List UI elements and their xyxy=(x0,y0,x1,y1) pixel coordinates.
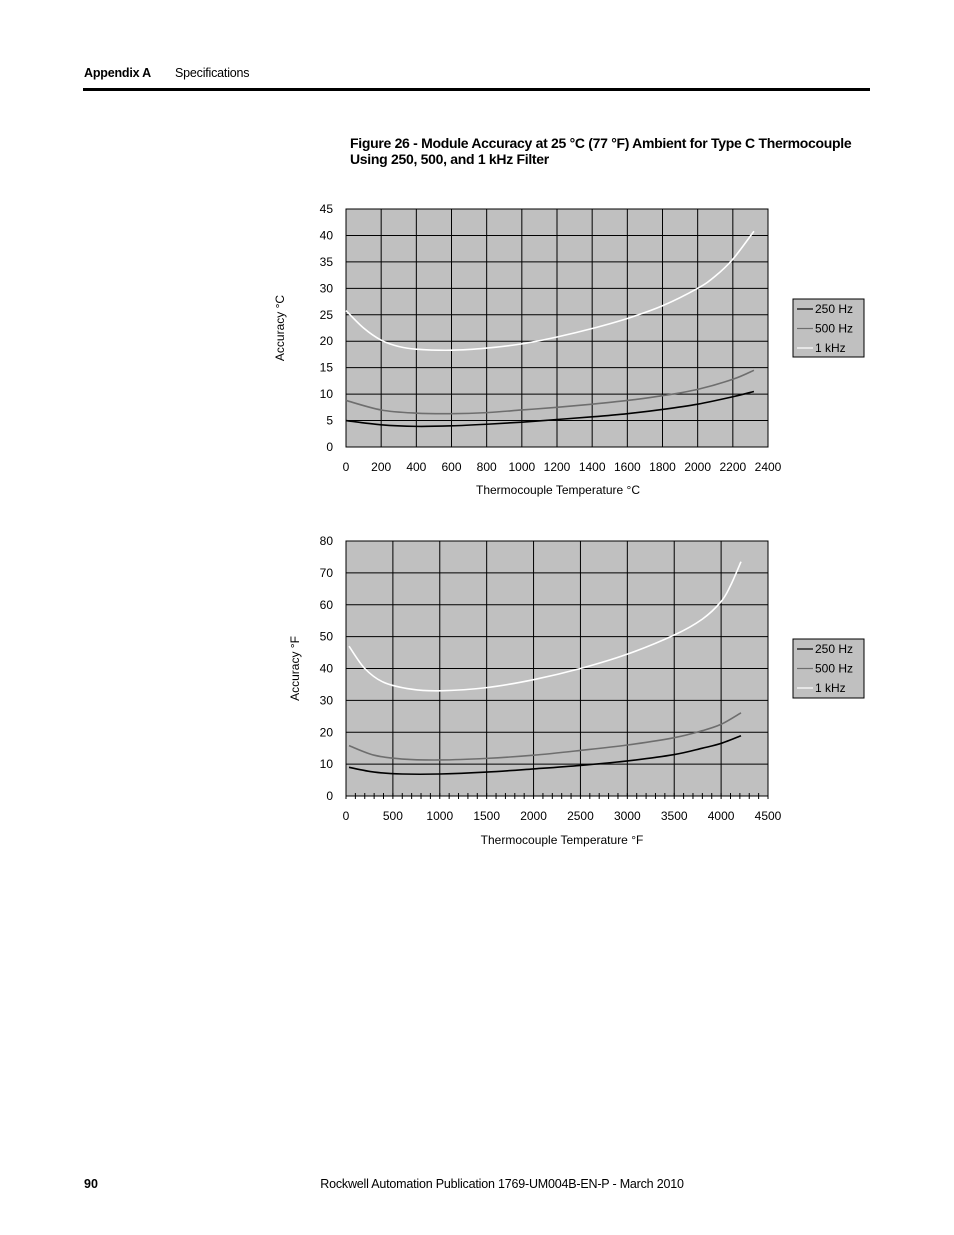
y-tick-label: 60 xyxy=(319,597,333,612)
y-tick-label: 50 xyxy=(319,629,333,644)
footer-page-number: 90 xyxy=(84,1177,98,1191)
x-tick-label: 1400 xyxy=(578,460,606,474)
y-tick-label: 30 xyxy=(319,281,333,296)
x-tick-label: 400 xyxy=(406,460,427,474)
header-appendix-label: Appendix A xyxy=(84,66,151,80)
x-tick-label: 1000 xyxy=(508,460,536,474)
legend xyxy=(793,639,864,698)
y-axis-label: Accuracy °C xyxy=(273,294,287,362)
x-tick-label: 0 xyxy=(342,809,350,823)
x-tick-label: 2500 xyxy=(567,809,594,823)
x-tick-label: 4500 xyxy=(754,809,782,823)
x-tick-label: 1200 xyxy=(543,460,571,474)
x-tick-label: 1800 xyxy=(649,460,676,474)
chart-2 xyxy=(288,534,864,847)
y-tick-label: 10 xyxy=(319,757,333,772)
x-tick-label: 1500 xyxy=(473,809,501,823)
x-tick-label: 1600 xyxy=(613,460,641,474)
y-tick-label: 45 xyxy=(319,202,333,216)
legend-entry: 250 Hz xyxy=(815,642,854,656)
y-tick-label: 10 xyxy=(319,387,333,402)
y-tick-label: 70 xyxy=(319,565,333,580)
y-tick-label: 0 xyxy=(326,789,333,803)
legend-entry: 250 Hz xyxy=(815,302,854,316)
legend-entry: 500 Hz xyxy=(815,321,854,336)
x-tick-label: 4000 xyxy=(707,809,735,823)
y-tick-label: 30 xyxy=(319,693,333,708)
chart-1 xyxy=(273,202,864,497)
x-tick-label: 3500 xyxy=(660,809,688,823)
y-tick-label: 20 xyxy=(319,334,333,349)
y-axis-label: Accuracy °F xyxy=(288,636,302,701)
x-tick-label: 600 xyxy=(441,460,462,474)
figure-title: Figure 26 - Module Accuracy at 25 °C (77 °F) Ambient for Type C Thermocouple Using 250, 500, and 1 kHz Filter xyxy=(350,135,852,167)
y-tick-label: 40 xyxy=(319,661,333,676)
x-tick-label: 2200 xyxy=(719,460,747,474)
y-tick-label: 35 xyxy=(319,254,333,269)
x-tick-label: 0 xyxy=(342,460,350,474)
legend-entry: 1 kHz xyxy=(815,681,846,695)
footer-publication: Rockwell Automation Publication 1769-UM004B-EN-P - March 2010 xyxy=(320,1177,684,1191)
x-tick-label: 2400 xyxy=(754,460,782,474)
x-tick-label: 2000 xyxy=(684,460,712,474)
x-tick-label: 2000 xyxy=(520,809,547,823)
x-tick-label: 200 xyxy=(371,460,392,474)
y-tick-label: 40 xyxy=(319,228,333,243)
x-tick-label: 3000 xyxy=(613,809,641,823)
x-axis-label: Thermocouple Temperature °C xyxy=(476,483,640,497)
x-axis-label: Thermocouple Temperature °F xyxy=(480,833,644,847)
legend xyxy=(793,299,864,357)
y-tick-label: 20 xyxy=(319,725,333,740)
x-tick-label: 1000 xyxy=(426,809,454,823)
legend-entry: 1 kHz xyxy=(815,341,846,355)
y-tick-label: 5 xyxy=(326,413,333,428)
legend-entry: 500 Hz xyxy=(815,661,854,676)
y-tick-label: 25 xyxy=(319,307,333,322)
y-tick-label: 80 xyxy=(319,534,333,548)
y-tick-label: 0 xyxy=(326,440,333,454)
x-tick-label: 500 xyxy=(382,809,403,823)
x-tick-label: 800 xyxy=(476,460,497,474)
header-section-label: Specifications xyxy=(175,66,250,80)
y-tick-label: 15 xyxy=(319,360,333,375)
